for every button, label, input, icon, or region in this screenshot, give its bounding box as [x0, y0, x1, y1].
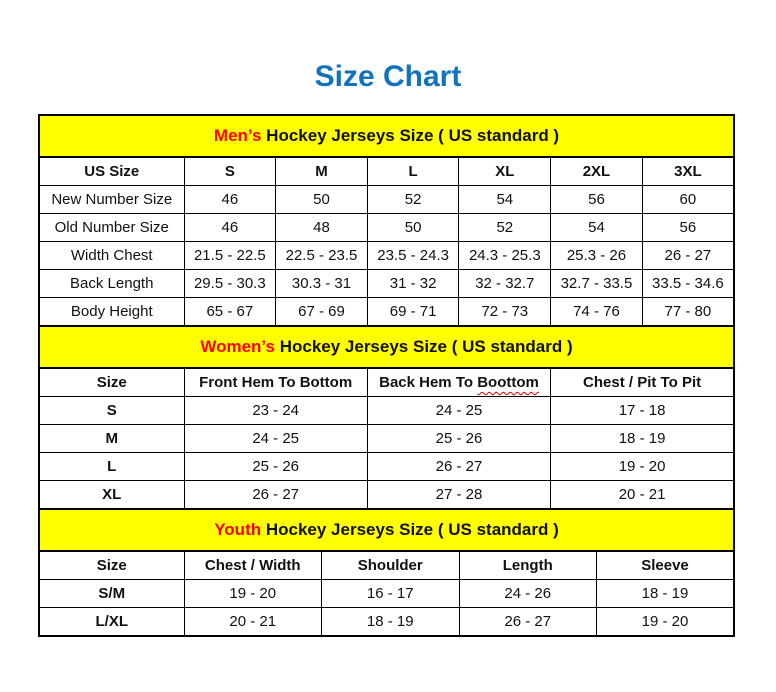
value-cell: 32.7 - 33.5: [551, 270, 643, 298]
mens-heading-accent: Men’s: [213, 126, 262, 145]
value-cell: 19 - 20: [597, 608, 735, 637]
value-cell: 24 - 25: [367, 397, 550, 425]
mens-size-table: [38, 114, 735, 327]
value-cell: 25 - 26: [184, 453, 367, 481]
value-cell: 31 - 32: [367, 270, 459, 298]
youth-heading-accent: Youth: [214, 520, 262, 539]
row-label: New Number Size: [39, 186, 184, 214]
value-cell: 23 - 24: [184, 397, 367, 425]
value-cell: 25.3 - 26: [551, 242, 643, 270]
column-header: Size: [39, 551, 184, 580]
value-cell: 24 - 25: [184, 425, 367, 453]
value-cell: 54: [459, 186, 551, 214]
value-cell: 26 - 27: [367, 453, 550, 481]
column-header: 2XL: [551, 157, 643, 186]
value-cell: 60: [642, 186, 734, 214]
table-row: [39, 481, 734, 510]
value-cell: 74 - 76: [551, 298, 643, 327]
value-cell: 33.5 - 34.6: [642, 270, 734, 298]
column-header: XL: [459, 157, 551, 186]
youth-section-header-row: [39, 509, 734, 551]
value-cell: 77 - 80: [642, 298, 734, 327]
row-label: L/XL: [39, 608, 184, 637]
value-cell: 65 - 67: [184, 298, 276, 327]
value-cell: 19 - 20: [551, 453, 734, 481]
column-header: L: [367, 157, 459, 186]
row-label: L: [39, 453, 184, 481]
row-label: Back Length: [39, 270, 184, 298]
value-cell: 18 - 19: [551, 425, 734, 453]
value-cell: 29.5 - 30.3: [184, 270, 276, 298]
womens-column-header-row: [39, 368, 734, 397]
value-cell: 46: [184, 186, 276, 214]
mens-section-header-row: [39, 115, 734, 157]
value-cell: 19 - 20: [184, 580, 322, 608]
table-row: [39, 186, 734, 214]
value-cell: 23.5 - 24.3: [367, 242, 459, 270]
back-hem-misspelled-word: Boottom: [477, 374, 539, 391]
table-row: [39, 608, 734, 637]
column-header: Chest / Pit To Pit: [551, 368, 734, 397]
womens-section-header: [39, 326, 734, 368]
value-cell: 26 - 27: [642, 242, 734, 270]
row-label: Body Height: [39, 298, 184, 327]
youth-section-header: [39, 509, 734, 551]
mens-section-header: [39, 115, 734, 157]
value-cell: 24 - 26: [459, 580, 597, 608]
value-cell: 16 - 17: [322, 580, 460, 608]
value-cell: 50: [367, 214, 459, 242]
table-row: [39, 298, 734, 327]
value-cell: 52: [367, 186, 459, 214]
back-hem-prefix: Back Hem To: [379, 374, 478, 391]
table-row: [39, 214, 734, 242]
value-cell: 30.3 - 31: [276, 270, 368, 298]
column-header: 3XL: [642, 157, 734, 186]
row-label: S: [39, 397, 184, 425]
youth-heading-rest: Hockey Jerseys Size ( US standard ): [261, 520, 559, 539]
table-row: [39, 453, 734, 481]
value-cell: 27 - 28: [367, 481, 550, 510]
column-header: M: [276, 157, 368, 186]
value-cell: 24.3 - 25.3: [459, 242, 551, 270]
table-row: [39, 397, 734, 425]
row-label: Width Chest: [39, 242, 184, 270]
value-cell: 26 - 27: [184, 481, 367, 510]
value-cell: 21.5 - 22.5: [184, 242, 276, 270]
row-label: Old Number Size: [39, 214, 184, 242]
womens-heading-accent: Women’s: [200, 337, 275, 356]
value-cell: 56: [551, 186, 643, 214]
row-label: S/M: [39, 580, 184, 608]
value-cell: 46: [184, 214, 276, 242]
womens-section-header-row: [39, 326, 734, 368]
page-title: Size Chart: [314, 60, 462, 93]
column-header: Shoulder: [322, 551, 460, 580]
value-cell: 20 - 21: [184, 608, 322, 637]
value-cell: 52: [459, 214, 551, 242]
column-header: Size: [39, 368, 184, 397]
womens-size-table: [38, 325, 735, 510]
youth-column-header-row: [39, 551, 734, 580]
womens-heading-rest: Hockey Jerseys Size ( US standard ): [274, 337, 573, 356]
value-cell: 25 - 26: [367, 425, 550, 453]
value-cell: 72 - 73: [459, 298, 551, 327]
column-header: Sleeve: [597, 551, 735, 580]
value-cell: 20 - 21: [551, 481, 734, 510]
column-header: Length: [459, 551, 597, 580]
table-row: [39, 242, 734, 270]
value-cell: 69 - 71: [367, 298, 459, 327]
size-chart: [38, 114, 735, 637]
column-header: Front Hem To Bottom: [184, 368, 367, 397]
value-cell: 18 - 19: [322, 608, 460, 637]
table-row: [39, 580, 734, 608]
row-label: XL: [39, 481, 184, 510]
row-label: M: [39, 425, 184, 453]
value-cell: 18 - 19: [597, 580, 735, 608]
mens-column-header-row: [39, 157, 734, 186]
youth-size-table: [38, 508, 735, 637]
mens-heading-rest: Hockey Jerseys Size ( US standard ): [261, 126, 560, 145]
value-cell: 22.5 - 23.5: [276, 242, 368, 270]
value-cell: 17 - 18: [551, 397, 734, 425]
value-cell: 26 - 27: [459, 608, 597, 637]
table-row: [39, 270, 734, 298]
value-cell: 67 - 69: [276, 298, 368, 327]
value-cell: 50: [276, 186, 368, 214]
value-cell: 32 - 32.7: [459, 270, 551, 298]
column-header: Chest / Width: [184, 551, 322, 580]
value-cell: 54: [551, 214, 643, 242]
value-cell: 56: [642, 214, 734, 242]
column-header: US Size: [39, 157, 184, 186]
table-row: [39, 425, 734, 453]
value-cell: 48: [276, 214, 368, 242]
column-header-misspelled: [367, 368, 550, 397]
column-header: S: [184, 157, 276, 186]
